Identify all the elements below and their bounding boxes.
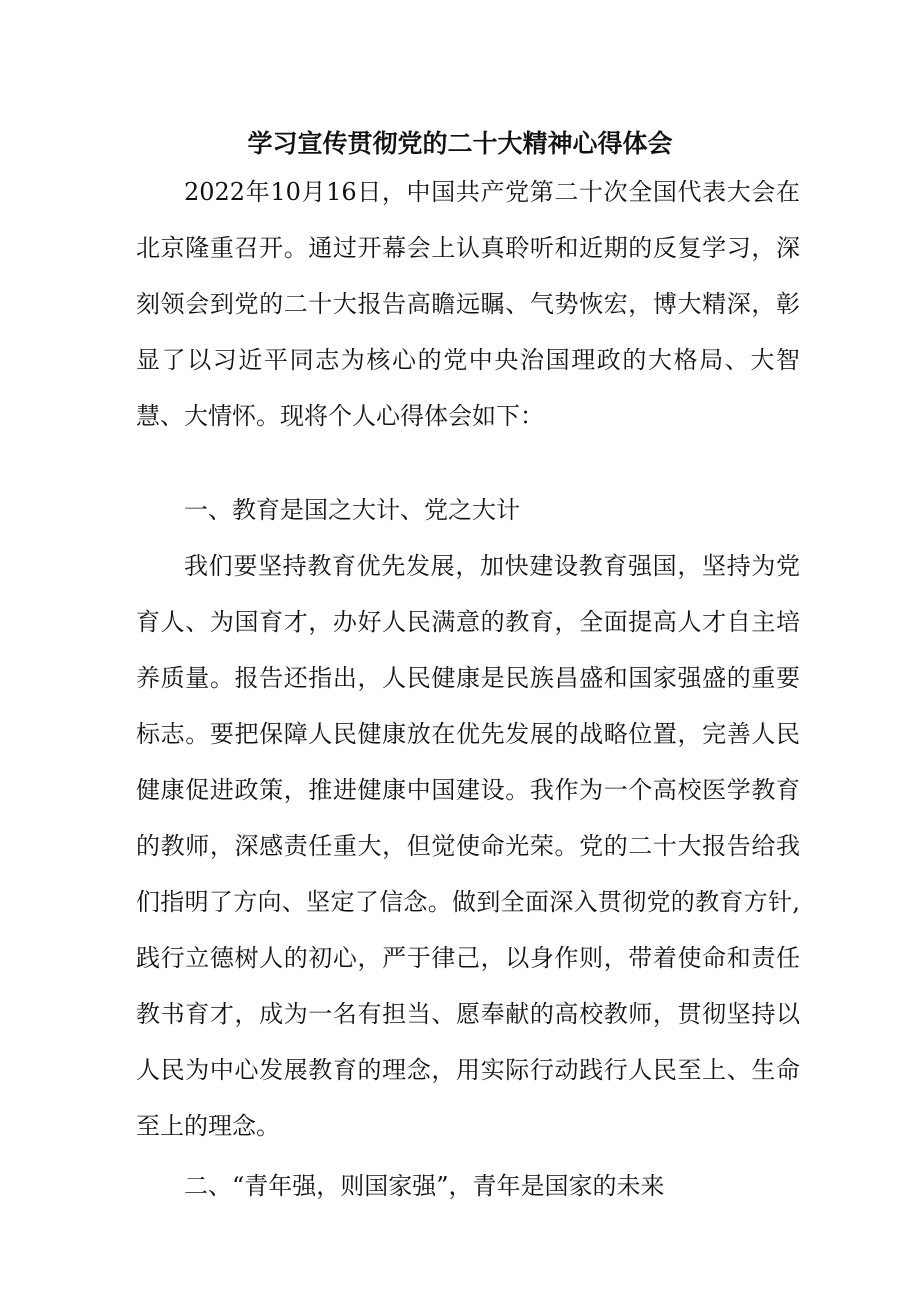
section-heading-youth: 二、“青年强，则国家强”，青年是国家的未来 bbox=[184, 1172, 665, 1200]
intro-paragraph: 2022年10月16日，中国共产党第二十次全国代表大会在北京隆重召开。通过开幕会上认真聆听和近期的反复学习，深刻领会到党的二十大报告高瞻远瞩、气势恢宏，博大精深，彰显了以习近平同志为核心的党中央治国理政的大格局、大智慧、大情怀。现将个人心得体会如下： bbox=[136, 178, 800, 430]
education-paragraph: 我们要坚持教育优先发展，加快建设教育强国，坚持为党育人、为国育才，办好人民满意的教育，全面提高人才自主培养质量。报告还指出，人民健康是民族昌盛和国家强盛的重要标志。要把保障人民健康放在优先发展的战略位置，完善人民健康促进政策，推进健康中国建设。我作为一个高校医学教育的教师，深感责任重大，但觉使命光荣。党的二十大报告给我们指明了方向、坚定了信念。做到全面深入贯彻党的教育方针,践行立德树人的初心，严于律己，以身作则，带着使命和责任教书育才，成为一名有担当、愿奉献的高校教师，贯彻坚持以人民为中心发展教育的理念，用实际行动践行人民至上、生命至上的理念。 bbox=[136, 552, 800, 1140]
section-heading-education: 一、教育是国之大计、党之大计 bbox=[184, 496, 520, 524]
document-title: 学习宣传贯彻党的二十大精神心得体会 bbox=[247, 129, 673, 158]
